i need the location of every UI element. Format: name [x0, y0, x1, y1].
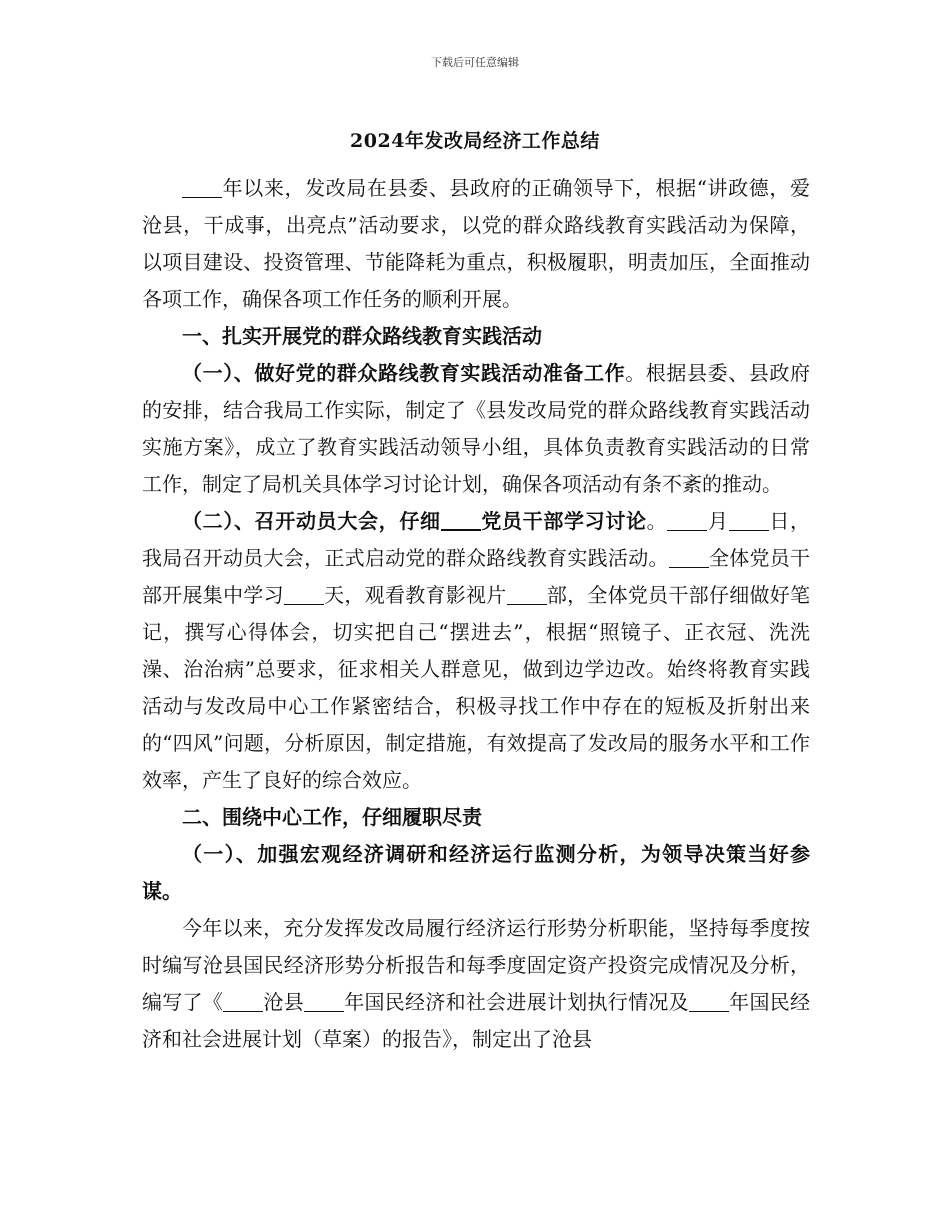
blank-field [223, 991, 263, 1012]
paragraph-text: 日，我局召开动员大会，正式启动党的群众路线教育实践活动。 [142, 509, 811, 570]
paragraph-monitoring [142, 910, 810, 1058]
paragraph-text: 年国民经济和社会进展计划执行情况及 [343, 990, 689, 1014]
paragraph-mobilization [142, 503, 810, 799]
blank-field [667, 510, 707, 531]
header-note: 下载后可任意编辑 [431, 56, 519, 69]
paragraph-preparation [142, 355, 810, 503]
paragraph-text: 全体党员干部开展集中学习 [142, 546, 811, 607]
blank-field [689, 991, 729, 1012]
blank-field [304, 991, 344, 1012]
blank-field [507, 584, 547, 605]
blank-field [441, 509, 481, 531]
blank-field [669, 547, 709, 568]
section-heading-1: 一、扎实开展党的群众路线教育实践活动 [182, 324, 542, 348]
paragraph-text: 。 [646, 509, 668, 533]
subsection-heading-cont: 党员干部学习讨论 [480, 509, 647, 533]
subsection-heading-macro: （一）、加强宏观经济调研和经济运行监测分析，为领导决策当好参谋。 [142, 842, 810, 903]
document-body [142, 170, 810, 1058]
blank-field [729, 510, 769, 531]
paragraph-text: 部，全体党员干部仔细做好笔记，撰写心得体会，切实把自己“摆进去”，根据“照镜子、正衣冠、洗洗澡、治治病”总要求，征求相关人群意见，做到边学边改。始终将教育实践活动与发改局中心工作紧密结合，积极寻找工作中存在的短板及折射出来的“四风”问题，分析原因，制定措施，有效提高了发改局的服务水平和工作效率，产生了良好的综合效应。 [142, 583, 811, 792]
section-heading-2: 二、围绕中心工作，仔细履职尽责 [182, 805, 482, 829]
paragraph-text: 年国民经济和社会进展计划（草案）的报告》，制定出了沧县 [142, 990, 811, 1051]
blank-field [182, 177, 222, 198]
document-title: 2024年发改局经济工作总结 [350, 130, 600, 152]
blank-field [284, 584, 324, 605]
paragraph-text: 沧县 [263, 990, 304, 1014]
subsection-heading: （一）、做好党的群众路线教育实践活动准备工作 [182, 361, 626, 385]
paragraph-intro [142, 170, 810, 318]
paragraph-text: 月 [707, 509, 729, 533]
paragraph-text: 天，观看教育影视片 [323, 583, 507, 607]
paragraph-text: 今年以来，充分发挥发改局履行经济运行形势分析职能，坚持每季度按时编写沧县国民经济形势分析报告和每季度固定资产投资完成情况及分析，编写了《 [142, 916, 810, 1014]
subsection-heading: （二）、召开动员大会，仔细 [182, 509, 441, 533]
paragraph-text: 。根据县委、县政府的安排，结合我局工作实际，制定了《县发改局党的群众路线教育实践活动实施方案》，成立了教育实践活动领导小组，具体负责教育实践活动的日常工作，制定了局机关具体学习讨论计划，确保各项活动有条不紊的推动。 [142, 361, 811, 496]
paragraph-text: 年以来，发改局在县委、县政府的正确领导下，根据“讲政德，爱沧县，干成事，出亮点”活动要求，以党的群众路线教育实践活动为保障，以项目建设、投资管理、节能降耗为重点，积极履职，明责加压，全面推动各项工作，确保各项工作任务的顺利开展。 [142, 176, 810, 311]
